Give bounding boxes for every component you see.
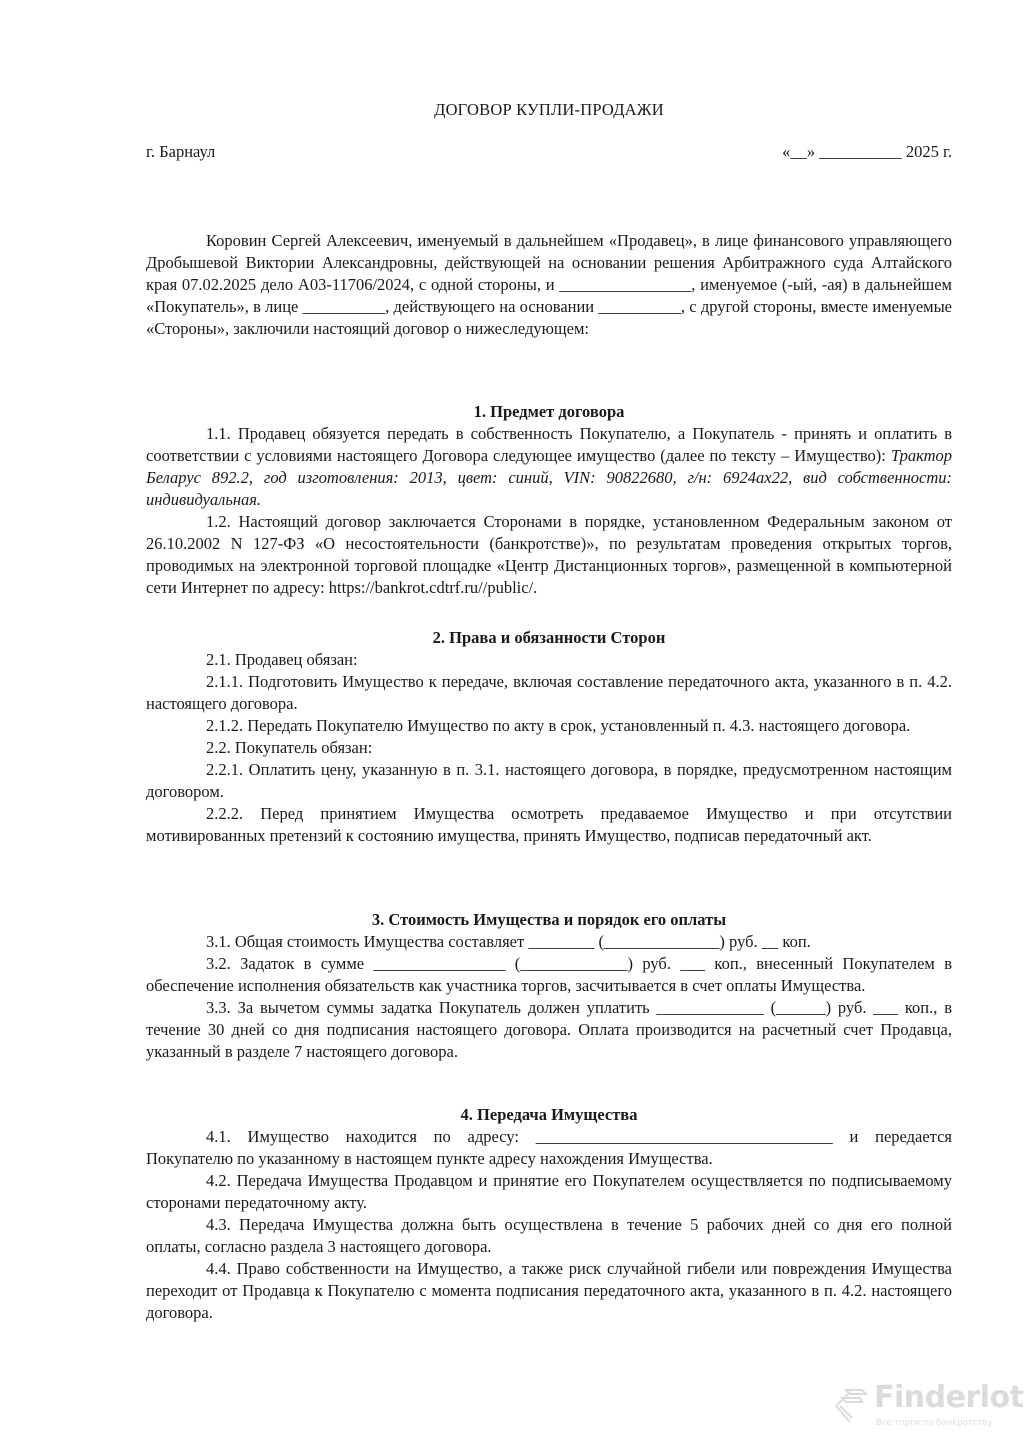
- section-heading: 2. Права и обязанности Сторон: [432, 628, 666, 647]
- clause-2-2-1: 2.2.1. Оплатить цену, указанную в п. 3.1. настоящего договора, в порядке, предусмотренном настоящим договором.: [146, 760, 952, 801]
- clause-2-2-2: 2.2.2. Перед принятием Имущества осмотреть предаваемое Имущество и при отсутствии мотивированных претензий к состоянию имущества, принять Имущество, подписав передаточный акт.: [146, 804, 952, 845]
- section-1: [146, 401, 952, 599]
- clause-2-1-1: 2.1.1. Подготовить Имущество к передаче, включая составление передаточного акта, указанного в п. 4.2. настоящего договора.: [146, 672, 952, 713]
- section-4: [146, 1104, 952, 1324]
- clause-1-1: [146, 423, 952, 511]
- clause-3-3: 3.3. За вычетом суммы задатка Покупатель должен уплатить _____________ (______) руб. ___ коп., в течение 30 дней со дня подписания настоящего договора. Оплата производится на расчетный счет Продавца, указанный в разделе 7 настоящего договора.: [146, 998, 952, 1061]
- finderlot-logo-icon: [832, 1386, 868, 1426]
- watermark-brand: Finderlot: [874, 1380, 1024, 1415]
- clause-2-2: 2.2. Покупатель обязан:: [206, 738, 373, 757]
- section-3: [146, 909, 952, 1063]
- clause-4-2: 4.2. Передача Имущества Продавцом и принятие его Покупателем осуществляется по подписываемому сторонами передаточному акту.: [146, 1171, 952, 1212]
- preamble-paragraph: Коровин Сергей Алексеевич, именуемый в дальнейшем «Продавец», в лице финансового управляющего Дробышевой Виктории Александровны, действующей на основании решения Арбитражного суда Алтайского края 07.02.2025 дело А03-11706/2024, с одной стороны, и ________________, именуемое (-ый, -ая) в дальнейшем «Покупатель», в лице __________, действующего на основании __________, с другой стороны, вместе именуемые «Стороны», заключили настоящий договор о нижеследующем:: [146, 231, 952, 338]
- section-2: [146, 627, 952, 847]
- watermark-tagline: Все торги по банкротству: [876, 1418, 993, 1428]
- clause-4-3: 4.3. Передача Имущества должна быть осуществлена в течение 5 рабочих дней со дня его полной оплаты, согласно раздела 3 настоящего договора.: [146, 1215, 952, 1256]
- preamble: [146, 230, 952, 340]
- section-heading: 3. Стоимость Имущества и порядок его оплаты: [371, 910, 727, 929]
- clause-2-1: 2.1. Продавец обязан:: [206, 650, 358, 669]
- clause-4-1: 4.1. Имущество находится по адресу: ____________________________________ и передается Покупателю по указанному в настоящем пункте адресу нахождения Имущества.: [146, 1127, 952, 1168]
- clause-2-1-2: 2.1.2. Передать Покупателю Имущество по акту в срок, установленный п. 4.3. настоящего договора.: [206, 716, 911, 735]
- watermark: [832, 1380, 1024, 1436]
- clause-3-2: 3.2. Задаток в сумме ________________ (_____________) руб. ___ коп., внесенный Покупателем в обеспечение исполнения обязательств как участника торгов, засчитывается в счет оплаты Имущества.: [146, 954, 952, 995]
- clause-4-4: 4.4. Право собственности на Имущество, а также риск случайной гибели или повреждения Имущества переходит от Продавца к Покупателю с момента подписания передаточного акта, указанного в п. 4.2. настоящего договора.: [146, 1259, 952, 1322]
- clause-1-2: 1.2. Настоящий договор заключается Сторонами в порядке, установленном Федеральным законом от 26.10.2002 N 127-ФЗ «О несостоятельности (банкротстве)», по результатам проведения открытых торгов, проводимых на электронной торговой площадке «Центр Дистанционных торгов», размещенной в компьютерной сети Интернет по адресу: https://bankrot.cdtrf.ru//public/.: [146, 512, 952, 597]
- section-heading: 4. Передача Имущества: [460, 1105, 638, 1124]
- section-heading: 1. Предмет договора: [473, 402, 625, 421]
- document-title: ДОГОВОР КУПЛИ-ПРОДАЖИ: [434, 100, 664, 119]
- clause-3-1: 3.1. Общая стоимость Имущества составляет ________ (______________) руб. __ коп.: [206, 932, 811, 951]
- clause-text: 1.1. Продавец обязуется передать в собственность Покупателю, а Покупатель - принять и оплатить в соответствии с условиями настоящего Договора следующее имущество (далее по тексту – Имущество):: [146, 424, 952, 465]
- property-description: Трактор Беларус 892.2, год изготовления: 2013, цвет: синий, VIN: 90822680, г/н: 6924ах22, вид собственности: индивидуальная.: [146, 446, 952, 509]
- document-date: «__» __________ 2025 г.: [782, 142, 952, 161]
- document-city: г. Барнаул: [146, 142, 216, 161]
